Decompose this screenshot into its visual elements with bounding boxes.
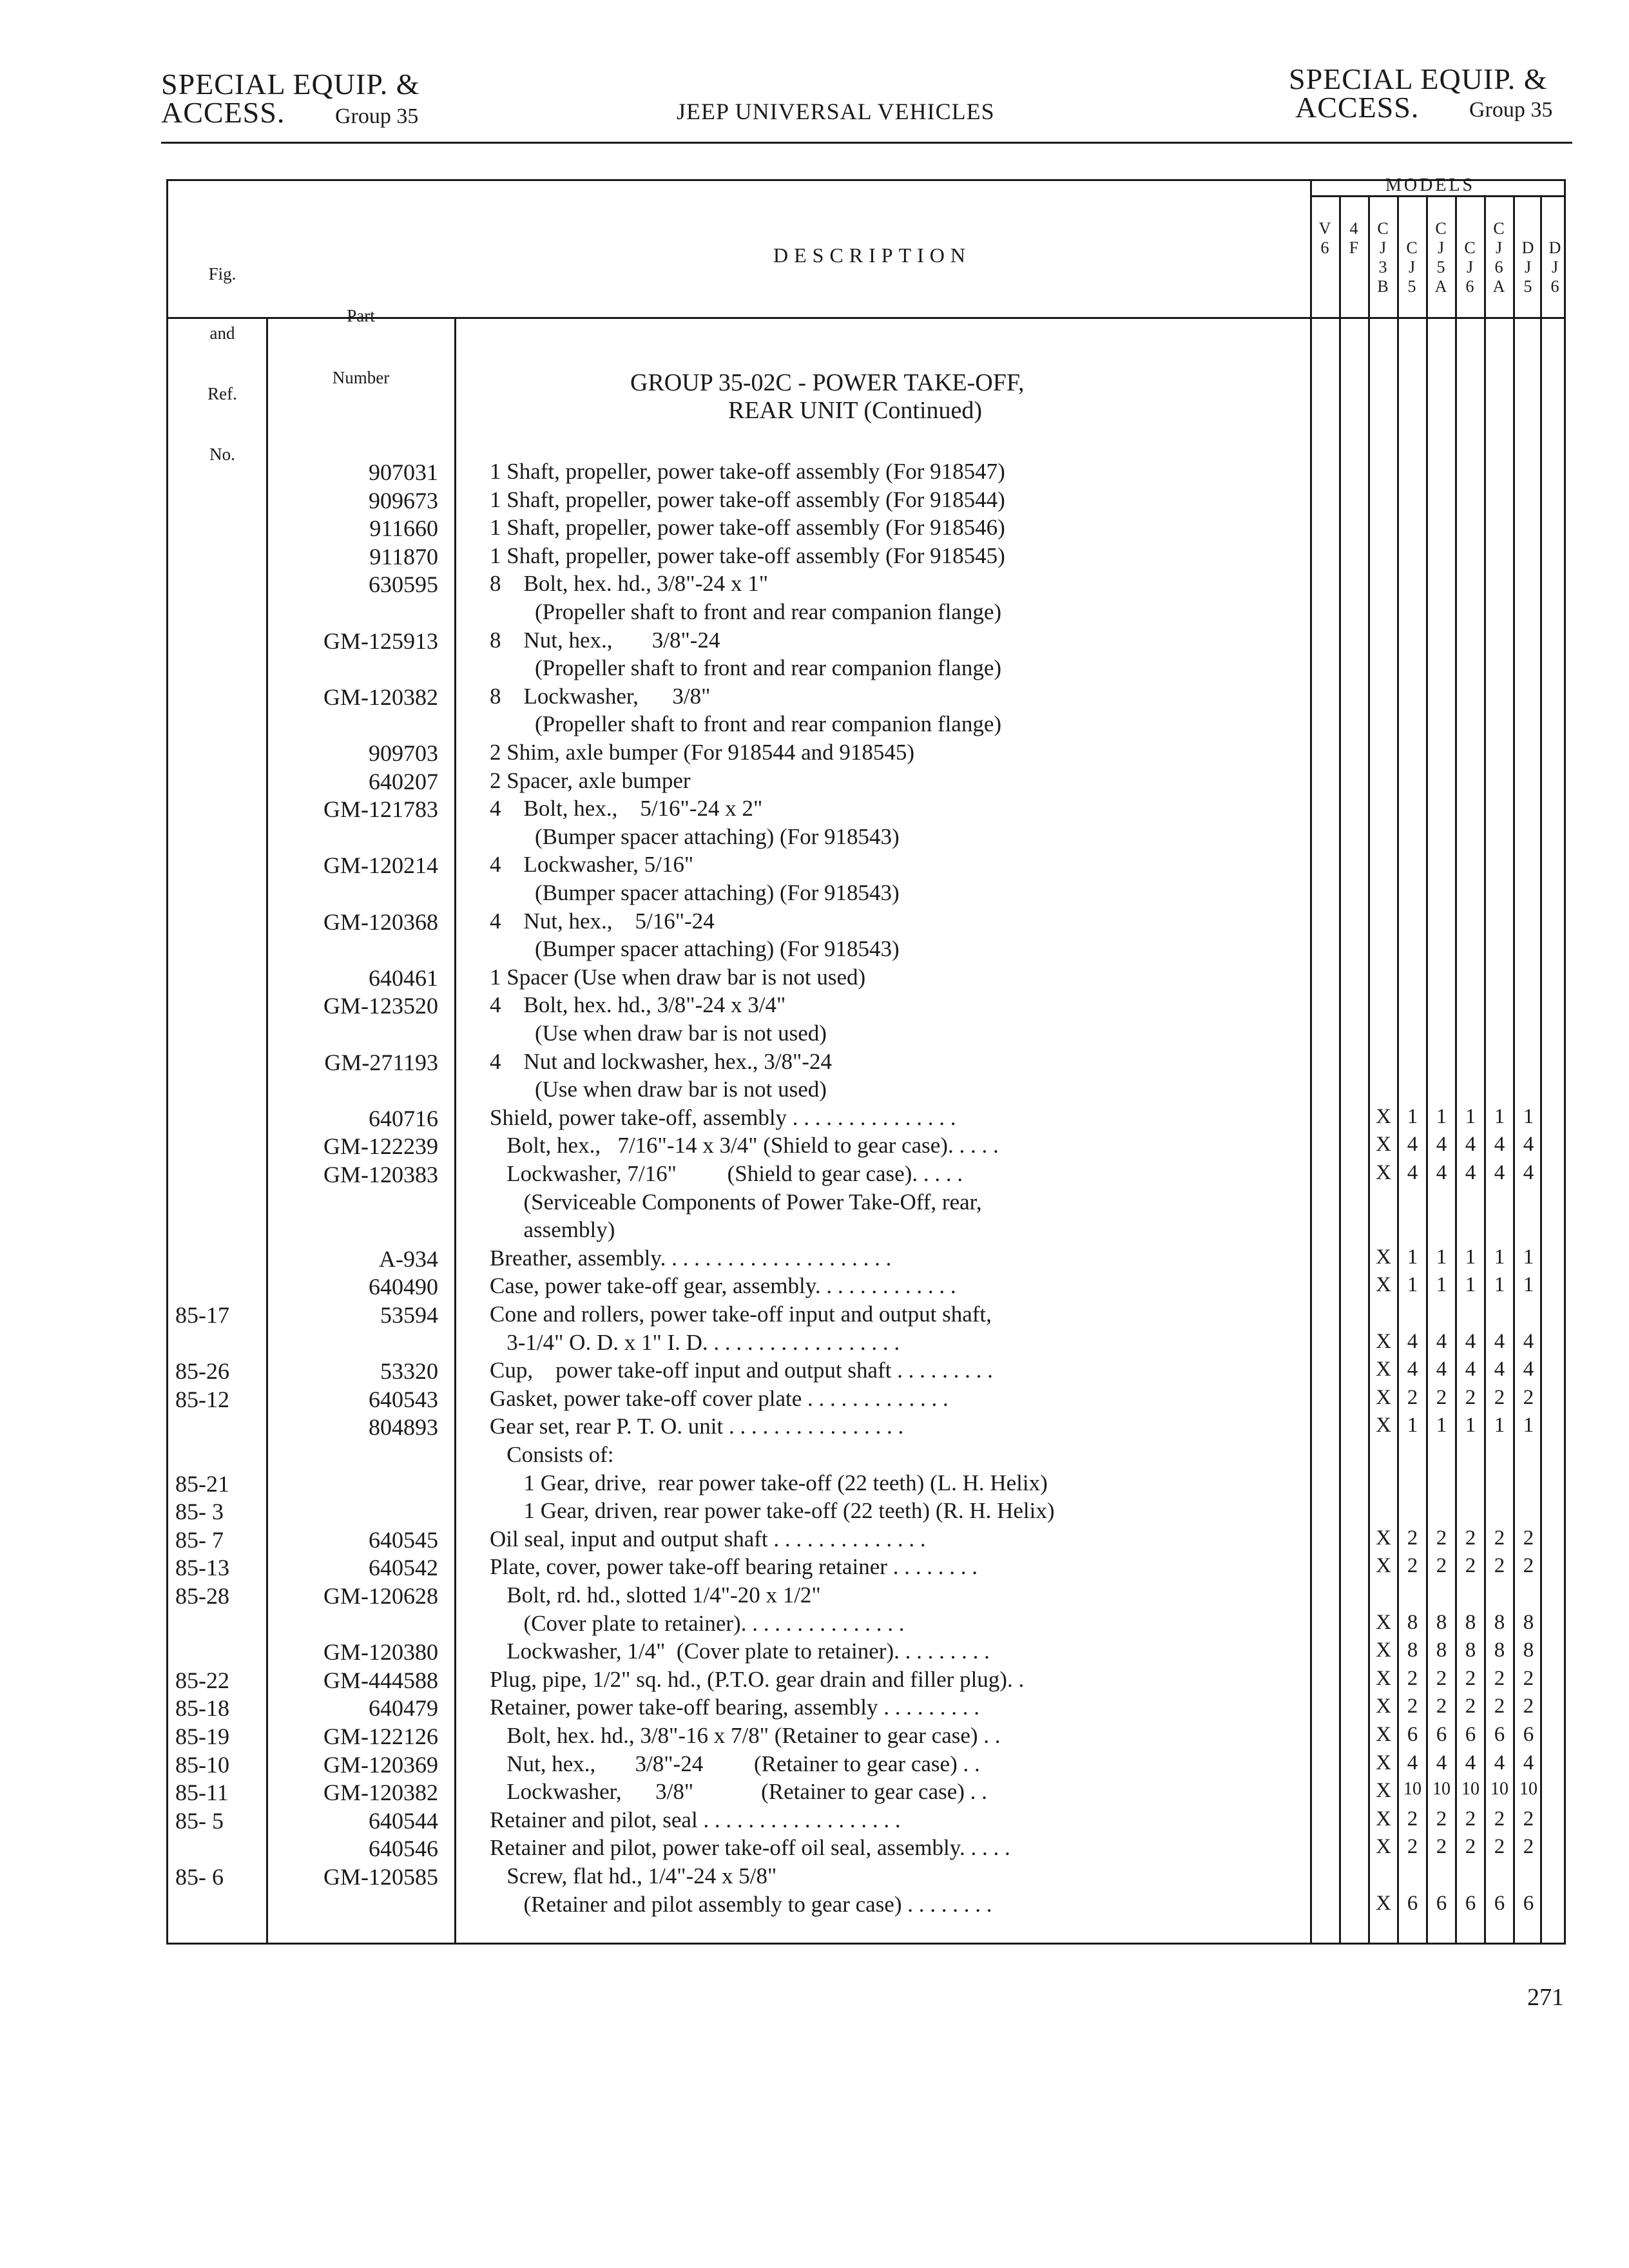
model-quantity: 8	[1465, 1610, 1476, 1634]
model-quantity: X	[1376, 1133, 1391, 1157]
model-header-char	[1312, 258, 1338, 277]
part-description: Retainer, power take-off bearing, assembly . . . . . . . . .	[490, 1695, 979, 1720]
model-quantity: 4	[1523, 1751, 1534, 1774]
model-quantity: 1	[1436, 1245, 1447, 1269]
model-quantity: 2	[1494, 1385, 1505, 1409]
model-quantity: 1	[1523, 1414, 1534, 1437]
model-quantity: 2	[1494, 1695, 1505, 1718]
model-quantity: X	[1376, 1807, 1391, 1831]
model-quantity: 6	[1465, 1891, 1476, 1915]
model-header-char	[1341, 258, 1367, 277]
part-description: (Bumper spacer attaching) (For 918543)	[490, 823, 900, 849]
model-quantity: 4	[1494, 1133, 1505, 1157]
part-description: (Propeller shaft to front and rear companion flange)	[490, 599, 1002, 624]
fig-line3: Ref.	[207, 384, 237, 403]
model-header-char: A	[1434, 277, 1447, 296]
right-header-group: Group 35	[1469, 98, 1553, 122]
model-quantity: 6	[1436, 1891, 1447, 1915]
part-number: 911660	[369, 515, 438, 542]
model-quantity: 2	[1436, 1666, 1447, 1690]
model-quantity: 2	[1407, 1695, 1418, 1718]
fig-ref-number: 85-17	[175, 1302, 229, 1328]
model-quantity: 1	[1523, 1104, 1534, 1128]
model-quantity: X	[1376, 1414, 1391, 1437]
part-number: 804893	[369, 1414, 438, 1441]
fig-line4: No.	[209, 445, 235, 464]
part-number: 911870	[369, 543, 438, 570]
model-quantity: 2	[1407, 1554, 1418, 1578]
part-description: Gear set, rear P. T. O. unit . . . . . . . . . . . . . . . .	[490, 1414, 904, 1439]
fig-ref-number: 85-18	[175, 1695, 229, 1722]
model-quantity: 6	[1494, 1723, 1505, 1746]
model-quantity: 4	[1436, 1161, 1447, 1184]
model-quantity: 10	[1432, 1779, 1451, 1800]
part-number: GM-122126	[323, 1724, 438, 1749]
model-quantity: 4	[1494, 1751, 1505, 1774]
part-number: 630595	[369, 572, 438, 598]
model-quantity: 8	[1465, 1639, 1476, 1662]
model-header-char: C	[1435, 219, 1447, 238]
part-description: 4 Nut, hex., 5/16"-24	[490, 908, 715, 934]
part-description: Bolt, rd. hd., slotted 1/4"-20 x 1/2"	[490, 1582, 821, 1608]
model-header-5	[1457, 219, 1483, 296]
model-header-char: D	[1548, 238, 1561, 257]
model-quantity: 1	[1407, 1245, 1418, 1269]
model-quantity: 2	[1407, 1666, 1418, 1690]
model-header-char: 6	[1494, 258, 1503, 276]
part-description: 3-1/4" O. D. x 1" I. D. . . . . . . . . . . . . . . . . .	[490, 1329, 900, 1355]
model-quantity: 4	[1494, 1161, 1505, 1184]
part-description: Cone and rollers, power take-off input and output shaft,	[490, 1302, 992, 1327]
part-number: GM-444588	[323, 1667, 438, 1693]
model-quantity: 4	[1523, 1161, 1534, 1184]
left-header-line2: ACCESS.	[161, 96, 285, 129]
model-quantity: 8	[1494, 1639, 1505, 1662]
part-description: Plate, cover, power take-off bearing retainer . . . . . . . .	[490, 1554, 978, 1580]
model-quantity: 2	[1494, 1807, 1505, 1831]
fig-ref-number: 85-28	[175, 1583, 229, 1609]
part-number: GM-120380	[323, 1639, 438, 1666]
model-quantity: 1	[1436, 1273, 1447, 1297]
model-quantity: 4	[1436, 1133, 1447, 1157]
model-quantity: 2	[1465, 1835, 1476, 1859]
description-header: DESCRIPTION	[773, 244, 972, 267]
model-quantity: 4	[1407, 1358, 1418, 1381]
model-quantity: 4	[1407, 1133, 1418, 1157]
part-description: (Bumper spacer attaching) (For 918543)	[490, 936, 900, 962]
part-description: Breather, assembly. . . . . . . . . . . . . . . . . . . . .	[490, 1245, 892, 1271]
part-number: 53594	[380, 1302, 438, 1328]
part-description: 4 Bolt, hex. hd., 3/8"-24 x 3/4"	[490, 992, 786, 1018]
fig-ref-number: 85-11	[175, 1780, 229, 1806]
model-quantity: 4	[1465, 1161, 1476, 1184]
part-description: 4 Nut and lockwasher, hex., 3/8"-24	[490, 1048, 832, 1074]
part-description: 8 Nut, hex., 3/8"-24	[490, 627, 720, 653]
part-description: 1 Spacer (Use when draw bar is not used)	[490, 964, 866, 990]
model-quantity: 1	[1465, 1273, 1476, 1297]
fig-ref-header	[193, 222, 251, 485]
fig-line1: Fig.	[208, 264, 236, 284]
model-quantity: 4	[1407, 1751, 1418, 1774]
model-quantity: 4	[1407, 1329, 1418, 1353]
model-quantity: 2	[1436, 1807, 1447, 1831]
model-header-char: 6	[1465, 277, 1474, 296]
model-quantity: 1	[1465, 1245, 1476, 1269]
model-quantity: 10	[1490, 1779, 1509, 1800]
model-header-char	[1542, 219, 1568, 238]
model-quantity: 2	[1523, 1835, 1534, 1859]
model-quantity: 4	[1407, 1161, 1418, 1184]
model-quantity: X	[1376, 1835, 1391, 1859]
model-quantity: 4	[1465, 1329, 1476, 1353]
model-header-8	[1542, 219, 1568, 296]
group-title-line1: GROUP 35-02C - POWER TAKE-OFF,	[630, 369, 1025, 396]
model-quantity: 8	[1407, 1639, 1418, 1662]
model-quantity: 6	[1465, 1723, 1476, 1746]
part-description: Retainer and pilot, power take-off oil seal, assembly. . . . .	[490, 1835, 1010, 1861]
model-quantity: X	[1376, 1891, 1391, 1915]
header-rule	[161, 142, 1572, 144]
part-number: GM-120369	[323, 1751, 438, 1778]
model-quantity: X	[1376, 1358, 1391, 1381]
model-quantity: X	[1376, 1245, 1391, 1269]
model-header-char: C	[1406, 238, 1418, 257]
model-quantity: X	[1376, 1751, 1391, 1774]
fig-line2: and	[209, 323, 235, 343]
fig-ref-number: 85- 5	[175, 1807, 224, 1834]
model-quantity: 2	[1436, 1526, 1447, 1550]
model-quantity: X	[1376, 1526, 1391, 1550]
model-header-char: J	[1495, 238, 1503, 257]
part-number: 640545	[369, 1526, 438, 1553]
part-description: (Cover plate to retainer). . . . . . . . . . . . . . .	[490, 1610, 905, 1636]
model-header-char	[1457, 219, 1483, 238]
model-header-char: J	[1437, 238, 1445, 257]
part-number: GM-271193	[324, 1049, 438, 1075]
model-header-char: J	[1379, 238, 1387, 257]
left-header-group: Group 35	[335, 104, 419, 128]
part-description: 1 Shaft, propeller, power take-off assembly (For 918545)	[490, 543, 1005, 568]
model-quantity: 1	[1436, 1104, 1447, 1128]
model-col-line-1	[1339, 195, 1341, 1945]
model-quantity: 1	[1465, 1414, 1476, 1437]
model-quantity: 2	[1494, 1554, 1505, 1578]
part-description: (Use when draw bar is not used)	[490, 1077, 827, 1102]
divider-part-desc	[454, 317, 456, 1945]
model-quantity: 4	[1523, 1133, 1534, 1157]
model-header-char	[1399, 219, 1425, 238]
part-number: 640207	[369, 768, 438, 794]
model-quantity: 1	[1436, 1414, 1447, 1437]
fig-ref-number: 85-19	[175, 1724, 229, 1749]
model-quantity: X	[1376, 1385, 1391, 1409]
model-quantity: 2	[1523, 1385, 1534, 1409]
part-number: 53320	[380, 1358, 438, 1385]
model-quantity: 2	[1494, 1835, 1505, 1859]
model-header-7	[1515, 219, 1541, 296]
part-number: 640479	[369, 1695, 438, 1722]
part-number: GM-120383	[323, 1162, 438, 1187]
model-quantity: 1	[1465, 1104, 1476, 1128]
part-description: Lockwasher, 3/8" (Retainer to gear case) . .	[490, 1779, 987, 1805]
part-line1: Part	[347, 306, 375, 325]
model-quantity: 2	[1523, 1807, 1534, 1831]
part-description: 1 Gear, drive, rear power take-off (22 teeth) (L. H. Helix)	[490, 1470, 1048, 1495]
model-quantity: 2	[1523, 1666, 1534, 1690]
part-description: (Propeller shaft to front and rear companion flange)	[490, 711, 1002, 737]
part-description: 8 Lockwasher, 3/8"	[490, 683, 711, 709]
model-header-3	[1399, 219, 1425, 296]
model-header-1	[1341, 219, 1367, 296]
model-header-char: 6	[1550, 277, 1559, 296]
fig-ref-number: 85-26	[175, 1358, 229, 1385]
part-description: 1 Shaft, propeller, power take-off assembly (For 918547)	[490, 459, 1005, 484]
divider-desc-models	[1310, 179, 1312, 1945]
part-number: 640546	[369, 1836, 438, 1862]
model-quantity: 1	[1523, 1245, 1534, 1269]
model-quantity: 10	[1403, 1779, 1422, 1800]
model-quantity: 2	[1465, 1554, 1476, 1578]
model-quantity: 10	[1461, 1779, 1480, 1800]
part-number: 640542	[369, 1555, 438, 1581]
model-quantity: 8	[1436, 1610, 1447, 1634]
left-header-line1: SPECIAL EQUIP. &	[161, 68, 420, 101]
model-header-4	[1428, 219, 1454, 296]
model-quantity: 8	[1494, 1610, 1505, 1634]
part-number: 640543	[369, 1386, 438, 1412]
fig-ref-number: 85- 3	[175, 1499, 224, 1525]
model-quantity: 2	[1407, 1385, 1418, 1409]
part-description: Lockwasher, 1/4" (Cover plate to retainer). . . . . . . . .	[490, 1639, 990, 1664]
model-header-char: C	[1464, 238, 1476, 257]
model-header-char: D	[1521, 238, 1534, 257]
part-description: Nut, hex., 3/8"-24 (Retainer to gear case) . .	[490, 1751, 980, 1776]
model-quantity: 2	[1407, 1807, 1418, 1831]
model-quantity: 1	[1494, 1245, 1505, 1269]
model-quantity: 2	[1523, 1554, 1534, 1578]
model-quantity: 4	[1465, 1133, 1476, 1157]
model-quantity: X	[1376, 1610, 1391, 1634]
model-quantity: 2	[1407, 1835, 1418, 1859]
part-number: GM-125913	[323, 628, 438, 654]
part-description: Gasket, power take-off cover plate . . . . . . . . . . . . .	[490, 1385, 949, 1411]
model-quantity: X	[1376, 1161, 1391, 1184]
model-quantity: 2	[1465, 1695, 1476, 1718]
model-quantity: X	[1376, 1273, 1391, 1297]
model-quantity: 4	[1494, 1358, 1505, 1381]
model-quantity: 8	[1523, 1610, 1534, 1634]
part-number: GM-122239	[323, 1133, 438, 1160]
part-description: 1 Shaft, propeller, power take-off assembly (For 918544)	[490, 486, 1005, 512]
model-quantity: 10	[1519, 1779, 1537, 1800]
model-header-char: 5	[1407, 277, 1416, 296]
model-quantity: 8	[1407, 1610, 1418, 1634]
model-quantity: 4	[1494, 1329, 1505, 1353]
part-description: Retainer and pilot, seal . . . . . . . . . . . . . . . . . .	[490, 1807, 901, 1832]
model-quantity: 1	[1407, 1104, 1418, 1128]
part-description: Cup, power take-off input and output shaft . . . . . . . . .	[490, 1358, 993, 1383]
model-quantity: X	[1376, 1554, 1391, 1578]
model-header-char: 4	[1349, 219, 1358, 238]
part-description: (Use when draw bar is not used)	[490, 1021, 827, 1046]
part-description: Shield, power take-off, assembly . . . . . . . . . . . . . . .	[490, 1104, 956, 1130]
model-header-char: J	[1551, 258, 1559, 276]
part-description: Bolt, hex. hd., 3/8"-16 x 7/8" (Retainer to gear case) . .	[490, 1723, 1001, 1748]
right-header-line1: SPECIAL EQUIP. &	[1289, 62, 1548, 95]
fig-ref-number: 85- 6	[175, 1864, 224, 1890]
part-description: 4 Bolt, hex., 5/16"-24 x 2"	[490, 796, 763, 822]
model-quantity: X	[1376, 1104, 1391, 1128]
model-quantity: 4	[1436, 1751, 1447, 1774]
model-quantity: 2	[1436, 1554, 1447, 1578]
part-number: GM-120214	[323, 852, 438, 879]
model-quantity: 6	[1523, 1891, 1534, 1915]
model-quantity: 1	[1494, 1414, 1505, 1437]
model-header-char: 5	[1436, 258, 1445, 276]
part-description: 1 Gear, driven, rear power take-off (22 teeth) (R. H. Helix)	[490, 1498, 1055, 1524]
part-number: GM-120382	[323, 684, 438, 710]
fig-ref-number: 85-21	[175, 1470, 229, 1497]
model-quantity: 4	[1436, 1358, 1447, 1381]
model-quantity: X	[1376, 1695, 1391, 1718]
model-quantity: 2	[1465, 1807, 1476, 1831]
model-quantity: 6	[1436, 1723, 1447, 1746]
model-header-char: J	[1466, 258, 1474, 276]
model-quantity: 2	[1523, 1695, 1534, 1718]
fig-ref-number: 85-13	[175, 1555, 229, 1581]
fig-ref-number: 85-12	[175, 1386, 229, 1412]
model-quantity: 2	[1465, 1666, 1476, 1690]
model-header-char: 5	[1523, 277, 1532, 296]
part-number: GM-120382	[323, 1780, 438, 1806]
model-quantity: 2	[1494, 1666, 1505, 1690]
part-number: 640544	[369, 1807, 438, 1834]
model-quantity: X	[1376, 1723, 1391, 1746]
model-quantity: 2	[1494, 1526, 1505, 1550]
part-number: 640490	[369, 1274, 438, 1300]
part-description: 4 Lockwasher, 5/16"	[490, 852, 694, 878]
model-quantity: 2	[1436, 1385, 1447, 1409]
model-header-char: 3	[1378, 258, 1387, 276]
part-description: Consists of:	[490, 1442, 614, 1467]
model-header-char: J	[1524, 258, 1532, 276]
part-number: GM-123520	[323, 993, 438, 1019]
part-number: GM-121783	[323, 796, 438, 823]
fig-ref-number: 85-10	[175, 1751, 229, 1778]
right-header-line2: ACCESS.	[1295, 91, 1420, 124]
part-description: Bolt, hex., 7/16"-14 x 3/4" (Shield to gear case). . . . .	[490, 1133, 999, 1158]
part-number-header	[309, 264, 412, 408]
model-quantity: 2	[1407, 1526, 1418, 1550]
part-description: 2 Spacer, axle bumper	[490, 767, 691, 793]
model-quantity: 1	[1494, 1273, 1505, 1297]
part-description: 1 Shaft, propeller, power take-off assembly (For 918546)	[490, 515, 1005, 541]
part-number: A-934	[379, 1245, 438, 1272]
part-description: Oil seal, input and output shaft . . . . . . . . . . . . . .	[490, 1526, 926, 1552]
model-quantity: 8	[1523, 1639, 1534, 1662]
model-header-char: 6	[1320, 238, 1329, 257]
model-header-char: C	[1493, 219, 1505, 238]
part-line2: Number	[332, 368, 390, 387]
model-quantity: 1	[1523, 1273, 1534, 1297]
part-description: 8 Bolt, hex. hd., 3/8"-24 x 1"	[490, 571, 769, 597]
model-quantity: 4	[1465, 1751, 1476, 1774]
model-quantity: 4	[1436, 1329, 1447, 1353]
part-number: GM-120628	[323, 1583, 438, 1609]
model-quantity: 2	[1436, 1835, 1447, 1859]
part-description: (Retainer and pilot assembly to gear case) . . . . . . . .	[490, 1891, 992, 1917]
model-quantity: 4	[1523, 1329, 1534, 1353]
fig-ref-number: 85- 7	[175, 1526, 224, 1553]
model-quantity: 8	[1436, 1639, 1447, 1662]
models-header: MODELS	[1385, 175, 1476, 195]
model-quantity: X	[1376, 1639, 1391, 1662]
part-description: 2 Shim, axle bumper (For 918544 and 918545)	[490, 740, 915, 765]
part-number: 640716	[369, 1105, 438, 1131]
model-quantity: X	[1376, 1329, 1391, 1353]
part-description: Case, power take-off gear, assembly. . . . . . . . . . . . .	[490, 1273, 956, 1299]
model-quantity: 2	[1465, 1385, 1476, 1409]
model-quantity: 1	[1407, 1414, 1418, 1437]
part-number: 640461	[369, 965, 438, 991]
model-quantity: 4	[1523, 1358, 1534, 1381]
part-description: Lockwasher, 7/16" (Shield to gear case). . . . .	[490, 1161, 963, 1186]
model-quantity: 1	[1407, 1273, 1418, 1297]
model-header-2	[1370, 219, 1396, 296]
model-quantity: 2	[1523, 1526, 1534, 1550]
model-header-6	[1486, 219, 1512, 296]
model-quantity: X	[1376, 1666, 1391, 1690]
part-number: 909703	[369, 740, 438, 766]
page-number: 271	[1527, 1984, 1564, 2011]
part-number: 909673	[369, 487, 438, 514]
model-quantity: 2	[1465, 1526, 1476, 1550]
model-header-char: F	[1349, 238, 1359, 257]
model-quantity: X	[1376, 1779, 1391, 1803]
center-header-title: JEEP UNIVERSAL VEHICLES	[677, 99, 995, 124]
model-quantity: 1	[1494, 1104, 1505, 1128]
model-quantity: 4	[1465, 1358, 1476, 1381]
part-description: (Serviceable Components of Power Take-Off, rear,	[490, 1189, 982, 1215]
part-description: (Propeller shaft to front and rear companion flange)	[490, 655, 1002, 681]
group-title-line2: REAR UNIT (Continued)	[728, 397, 983, 424]
model-quantity: 6	[1494, 1891, 1505, 1915]
fig-ref-number: 85-22	[175, 1667, 229, 1693]
model-header-char	[1312, 277, 1338, 296]
model-header-char	[1341, 277, 1367, 296]
part-number: 907031	[369, 459, 438, 485]
model-header-char: V	[1318, 219, 1331, 238]
part-description: assembly)	[490, 1217, 615, 1243]
model-header-char: J	[1408, 258, 1416, 276]
model-quantity: 6	[1407, 1891, 1418, 1915]
part-number: GM-120368	[323, 908, 438, 935]
model-header-char: C	[1377, 219, 1389, 238]
model-header-char: A	[1492, 277, 1505, 296]
model-quantity: 6	[1523, 1723, 1534, 1746]
model-header-char: B	[1377, 277, 1389, 296]
model-header-0	[1312, 219, 1338, 296]
part-description: Screw, flat hd., 1/4"-24 x 5/8"	[490, 1863, 777, 1888]
part-description: (Bumper spacer attaching) (For 918543)	[490, 880, 900, 905]
model-quantity: 6	[1407, 1723, 1418, 1746]
part-description: Plug, pipe, 1/2" sq. hd., (P.T.O. gear drain and filler plug). .	[490, 1666, 1025, 1692]
model-header-char	[1515, 219, 1541, 238]
model-quantity: 2	[1436, 1695, 1447, 1718]
part-number: GM-120585	[323, 1864, 438, 1890]
